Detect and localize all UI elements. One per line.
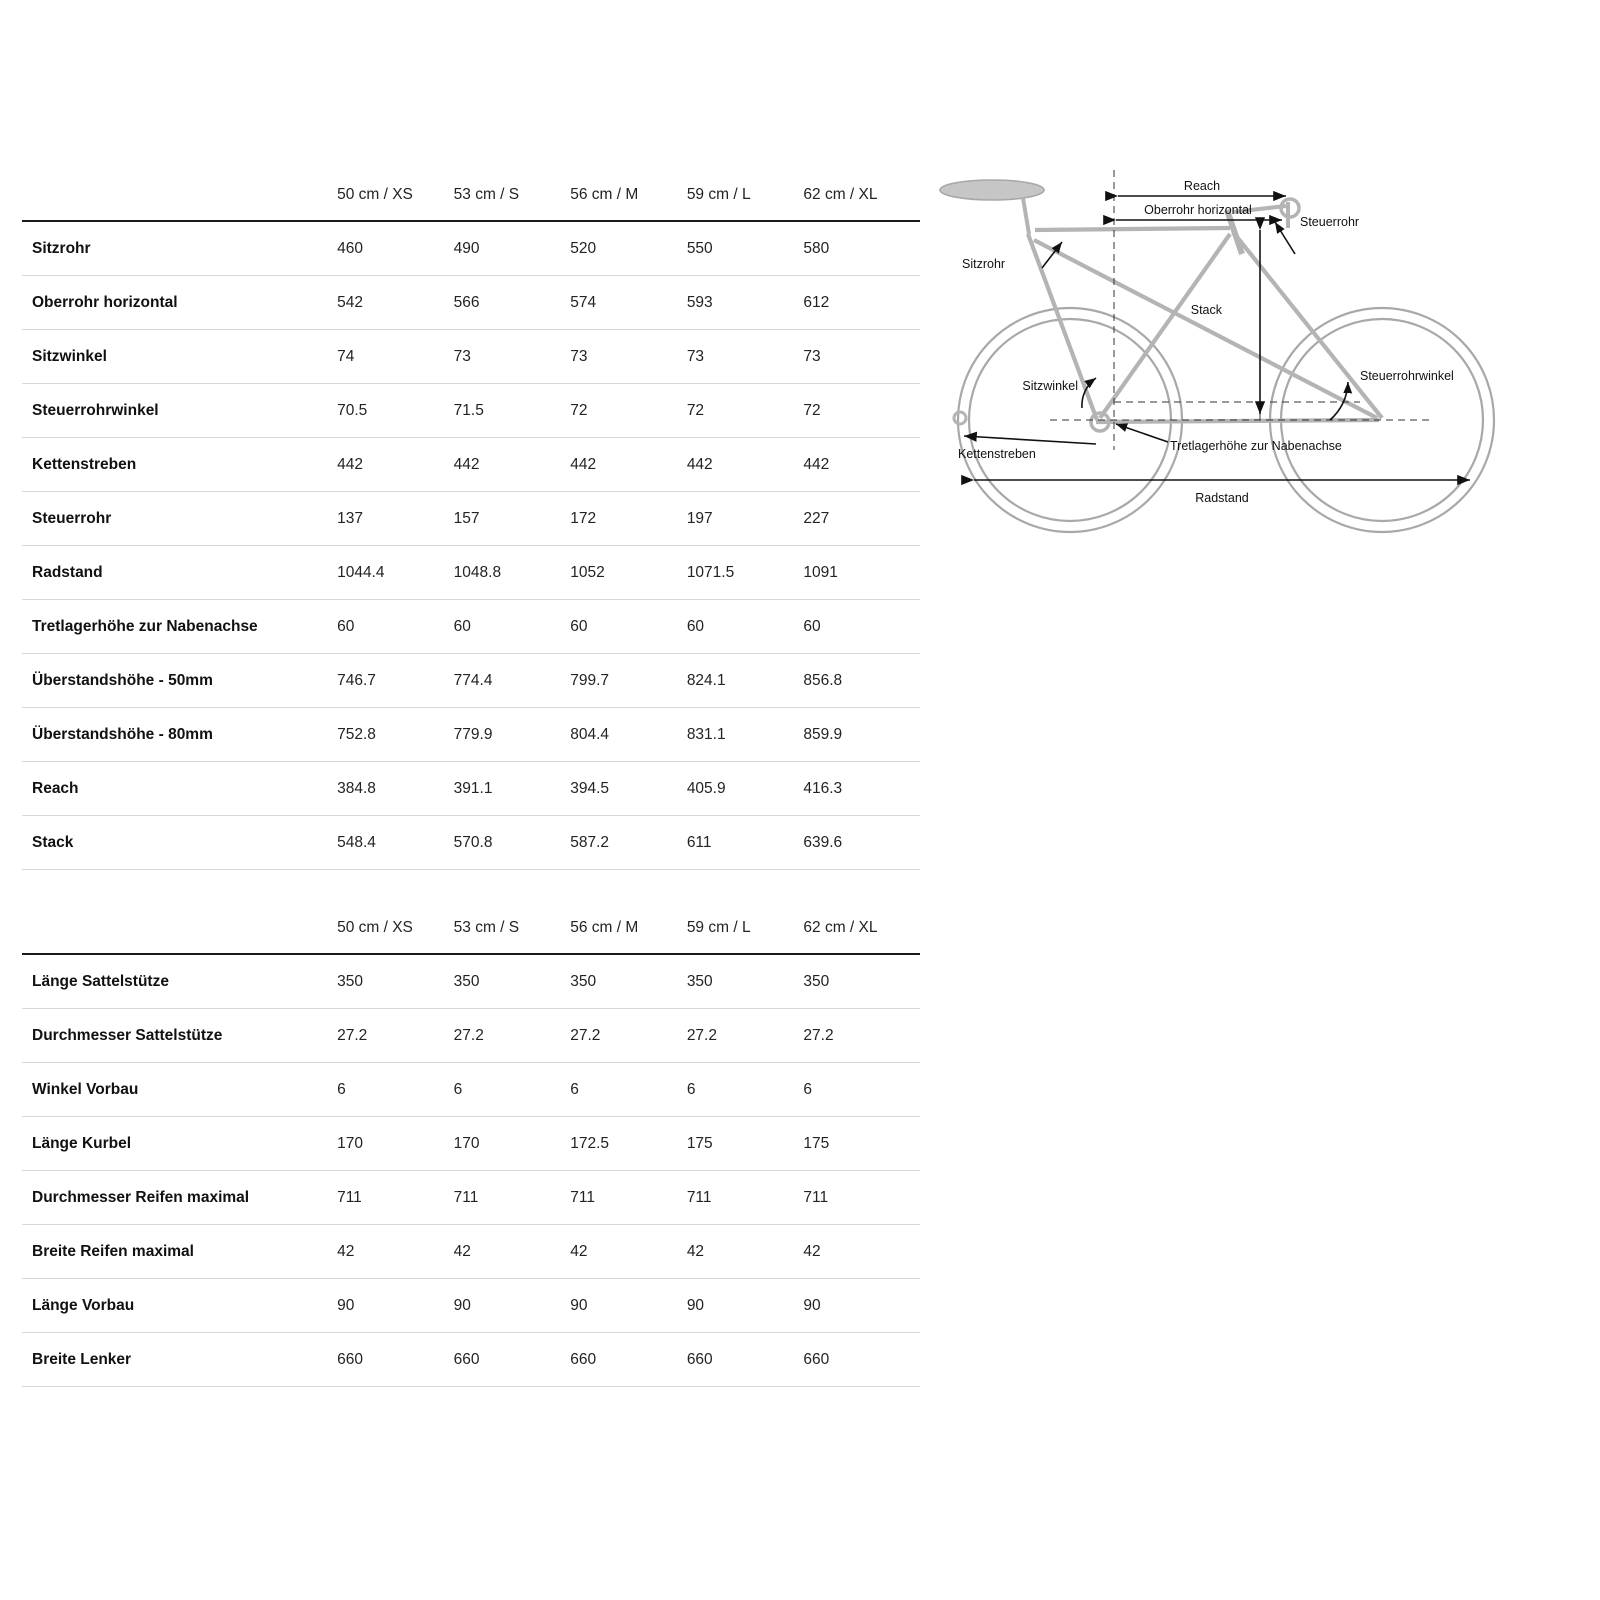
cell-xl: 350 <box>803 954 920 1009</box>
table-row <box>22 546 920 600</box>
cell-xs: 384.8 <box>337 762 454 816</box>
cell-l: 593 <box>687 276 804 330</box>
row-label: Tretlagerhöhe zur Nabenachse <box>22 600 337 654</box>
table-row <box>22 1171 920 1225</box>
table-row <box>22 1333 920 1387</box>
cell-s: 711 <box>454 1171 571 1225</box>
cell-s: 660 <box>454 1333 571 1387</box>
cell-m: 442 <box>570 438 687 492</box>
cell-m: 350 <box>570 954 687 1009</box>
diagram-label-top-tube: Oberrohr horizontal <box>1144 203 1252 217</box>
table-row <box>22 708 920 762</box>
diagram-label-head-angle: Steuerrohrwinkel <box>1360 369 1454 383</box>
cell-m: 27.2 <box>570 1009 687 1063</box>
cell-l: 90 <box>687 1279 804 1333</box>
row-label: Oberrohr horizontal <box>22 276 337 330</box>
cell-s: 90 <box>454 1279 571 1333</box>
cell-xl: 227 <box>803 492 920 546</box>
cell-m: 574 <box>570 276 687 330</box>
cell-s: 442 <box>454 438 571 492</box>
cell-l: 824.1 <box>687 654 804 708</box>
cell-xs: 752.8 <box>337 708 454 762</box>
cell-xl: 90 <box>803 1279 920 1333</box>
cell-xl: 859.9 <box>803 708 920 762</box>
cell-l: 6 <box>687 1063 804 1117</box>
cell-xs: 137 <box>337 492 454 546</box>
table-row <box>22 762 920 816</box>
column-header-xs: 50 cm / XS <box>337 180 454 221</box>
cell-m: 72 <box>570 384 687 438</box>
row-label: Länge Sattelstütze <box>22 954 337 1009</box>
bike-geometry-diagram <box>930 150 1570 570</box>
cell-m: 60 <box>570 600 687 654</box>
table-row <box>22 1063 920 1117</box>
cell-m: 587.2 <box>570 816 687 870</box>
table-row <box>22 492 920 546</box>
cell-xs: 74 <box>337 330 454 384</box>
diagram-label-seat-tube: Sitzrohr <box>962 257 1006 271</box>
cell-xl: 416.3 <box>803 762 920 816</box>
cell-xs: 60 <box>337 600 454 654</box>
diagram-label-bb-drop: Tretlagerhöhe zur Nabenachse <box>1170 439 1342 453</box>
cell-l: 73 <box>687 330 804 384</box>
column-header-xl: 62 cm / XL <box>803 180 920 221</box>
cell-xl: 60 <box>803 600 920 654</box>
cell-m: 6 <box>570 1063 687 1117</box>
table-row <box>22 438 920 492</box>
cell-s: 157 <box>454 492 571 546</box>
cell-m: 172.5 <box>570 1117 687 1171</box>
cell-l: 197 <box>687 492 804 546</box>
cell-m: 520 <box>570 221 687 276</box>
cell-s: 71.5 <box>454 384 571 438</box>
row-label: Durchmesser Sattelstütze <box>22 1009 337 1063</box>
cell-l: 42 <box>687 1225 804 1279</box>
table-header <box>22 913 920 954</box>
table-body <box>22 221 920 870</box>
cell-m: 73 <box>570 330 687 384</box>
cell-s: 774.4 <box>454 654 571 708</box>
cell-xs: 711 <box>337 1171 454 1225</box>
column-header-label <box>22 913 337 954</box>
cell-xl: 639.6 <box>803 816 920 870</box>
row-label: Überstandshöhe - 80mm <box>22 708 337 762</box>
row-label: Stack <box>22 816 337 870</box>
cell-xl: 856.8 <box>803 654 920 708</box>
cell-xl: 42 <box>803 1225 920 1279</box>
table-row <box>22 954 920 1009</box>
cell-xl: 73 <box>803 330 920 384</box>
row-label: Winkel Vorbau <box>22 1063 337 1117</box>
cell-xl: 72 <box>803 384 920 438</box>
diagram-label-reach: Reach <box>1183 179 1221 193</box>
cell-xs: 460 <box>337 221 454 276</box>
cell-xl: 442 <box>803 438 920 492</box>
cell-xl: 175 <box>803 1117 920 1171</box>
row-label: Sitzwinkel <box>22 330 337 384</box>
diagram-label-chainstay: Kettenstreben <box>958 447 1036 461</box>
cell-l: 60 <box>687 600 804 654</box>
table-row <box>22 1279 920 1333</box>
table-header-row <box>22 180 920 221</box>
cell-m: 90 <box>570 1279 687 1333</box>
cell-xl: 1091 <box>803 546 920 600</box>
cell-m: 711 <box>570 1171 687 1225</box>
cell-m: 799.7 <box>570 654 687 708</box>
cell-s: 490 <box>454 221 571 276</box>
cell-xl: 6 <box>803 1063 920 1117</box>
column-header-label <box>22 180 337 221</box>
cell-xs: 350 <box>337 954 454 1009</box>
cell-s: 391.1 <box>454 762 571 816</box>
cell-xs: 542 <box>337 276 454 330</box>
cell-m: 394.5 <box>570 762 687 816</box>
cell-m: 660 <box>570 1333 687 1387</box>
row-label: Reach <box>22 762 337 816</box>
column-header-m: 56 cm / M <box>570 913 687 954</box>
column-header-s: 53 cm / S <box>454 913 571 954</box>
cell-xs: 660 <box>337 1333 454 1387</box>
cell-xs: 6 <box>337 1063 454 1117</box>
cell-s: 6 <box>454 1063 571 1117</box>
cell-xs: 548.4 <box>337 816 454 870</box>
cell-l: 1071.5 <box>687 546 804 600</box>
diagram-label-head-tube: Steuerrohr <box>1300 215 1360 229</box>
cell-xs: 746.7 <box>337 654 454 708</box>
column-header-l: 59 cm / L <box>687 913 804 954</box>
cell-l: 711 <box>687 1171 804 1225</box>
row-label: Radstand <box>22 546 337 600</box>
diagram-label-seat-angle: Sitzwinkel <box>1022 379 1078 393</box>
table-row <box>22 330 920 384</box>
cell-xl: 612 <box>803 276 920 330</box>
row-label: Durchmesser Reifen maximal <box>22 1171 337 1225</box>
column-header-l: 59 cm / L <box>687 180 804 221</box>
table-row <box>22 1225 920 1279</box>
cell-xl: 580 <box>803 221 920 276</box>
geometry-components-table <box>22 913 920 1387</box>
cell-l: 442 <box>687 438 804 492</box>
cell-xs: 70.5 <box>337 384 454 438</box>
diagram-label-wheelbase: Radstand <box>1195 491 1249 505</box>
cell-l: 72 <box>687 384 804 438</box>
table-row <box>22 221 920 276</box>
row-label: Länge Vorbau <box>22 1279 337 1333</box>
cell-l: 831.1 <box>687 708 804 762</box>
cell-s: 350 <box>454 954 571 1009</box>
cell-l: 405.9 <box>687 762 804 816</box>
cell-xs: 442 <box>337 438 454 492</box>
cell-m: 804.4 <box>570 708 687 762</box>
column-header-xs: 50 cm / XS <box>337 913 454 954</box>
cell-l: 175 <box>687 1117 804 1171</box>
cell-s: 570.8 <box>454 816 571 870</box>
cell-l: 611 <box>687 816 804 870</box>
column-header-s: 53 cm / S <box>454 180 571 221</box>
cell-s: 27.2 <box>454 1009 571 1063</box>
row-label: Sitzrohr <box>22 221 337 276</box>
cell-xs: 90 <box>337 1279 454 1333</box>
table-body <box>22 954 920 1387</box>
table-row <box>22 654 920 708</box>
cell-l: 350 <box>687 954 804 1009</box>
column-header-xl: 62 cm / XL <box>803 913 920 954</box>
cell-s: 566 <box>454 276 571 330</box>
table-row <box>22 816 920 870</box>
row-label: Länge Kurbel <box>22 1117 337 1171</box>
cell-m: 1052 <box>570 546 687 600</box>
cell-s: 73 <box>454 330 571 384</box>
cell-xs: 27.2 <box>337 1009 454 1063</box>
diagram-label-stack: Stack <box>1190 303 1222 317</box>
cell-xs: 170 <box>337 1117 454 1171</box>
row-label: Breite Reifen maximal <box>22 1225 337 1279</box>
table-header-row <box>22 913 920 954</box>
cell-l: 550 <box>687 221 804 276</box>
table-header <box>22 180 920 221</box>
cell-s: 779.9 <box>454 708 571 762</box>
row-label: Überstandshöhe - 50mm <box>22 654 337 708</box>
cell-m: 172 <box>570 492 687 546</box>
cell-s: 42 <box>454 1225 571 1279</box>
table-row <box>22 384 920 438</box>
cell-xs: 1044.4 <box>337 546 454 600</box>
cell-xl: 660 <box>803 1333 920 1387</box>
cell-s: 1048.8 <box>454 546 571 600</box>
table-row <box>22 1009 920 1063</box>
table-row <box>22 600 920 654</box>
cell-l: 660 <box>687 1333 804 1387</box>
cell-s: 60 <box>454 600 571 654</box>
cell-xl: 711 <box>803 1171 920 1225</box>
geometry-frame-table <box>22 180 920 870</box>
cell-m: 42 <box>570 1225 687 1279</box>
column-header-m: 56 cm / M <box>570 180 687 221</box>
row-label: Steuerrohrwinkel <box>22 384 337 438</box>
table-row <box>22 276 920 330</box>
row-label: Kettenstreben <box>22 438 337 492</box>
row-label: Steuerrohr <box>22 492 337 546</box>
table-row <box>22 1117 920 1171</box>
cell-xs: 42 <box>337 1225 454 1279</box>
row-label: Breite Lenker <box>22 1333 337 1387</box>
cell-xl: 27.2 <box>803 1009 920 1063</box>
cell-s: 170 <box>454 1117 571 1171</box>
cell-l: 27.2 <box>687 1009 804 1063</box>
